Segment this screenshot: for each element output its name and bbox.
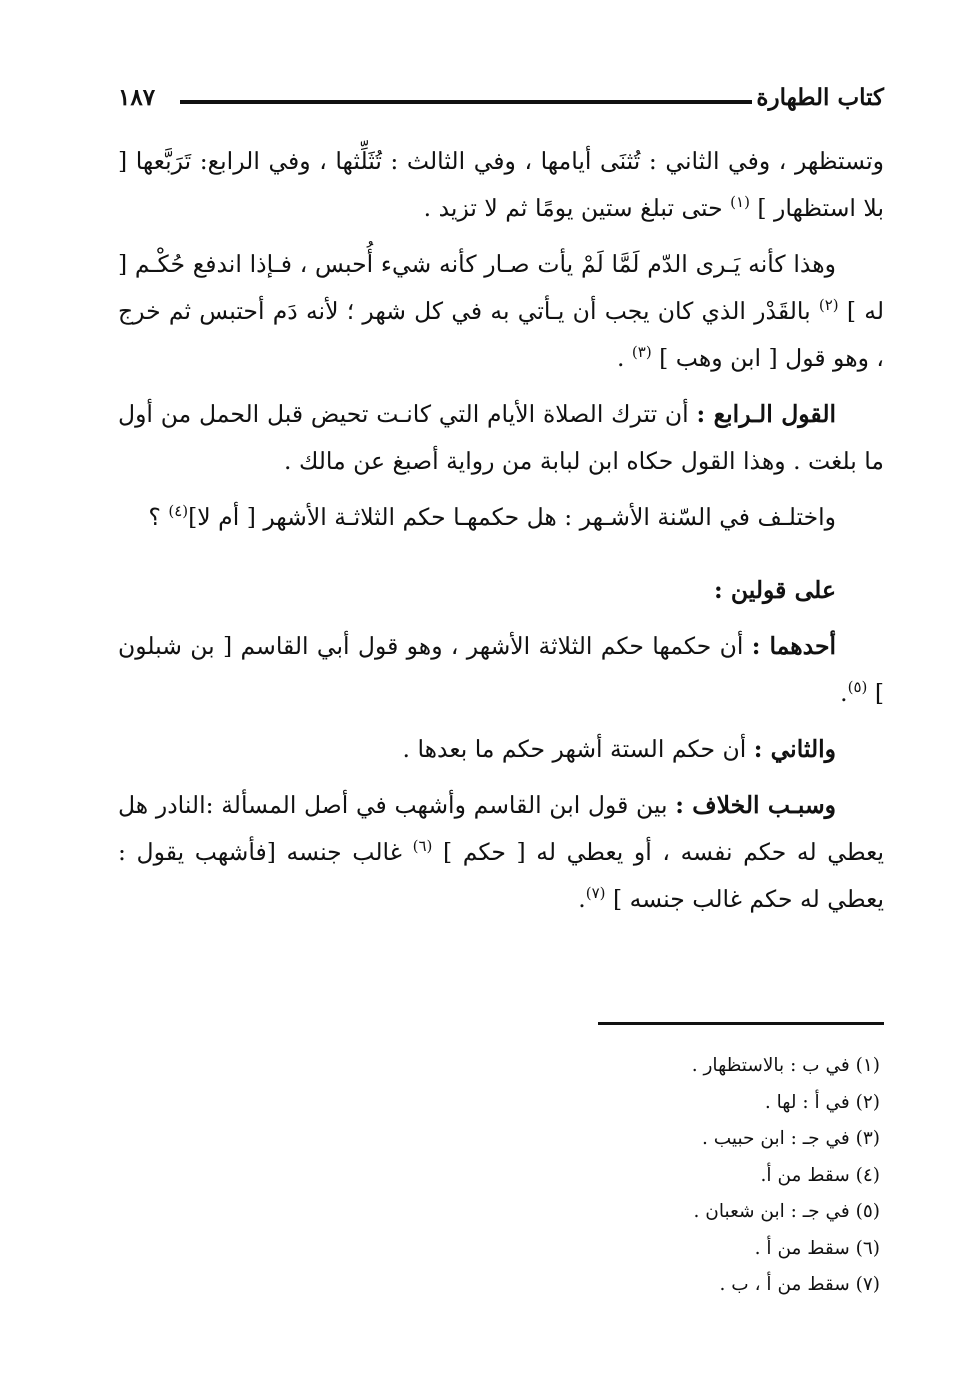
footnote-separator [598, 1022, 884, 1025]
text-run: أن حكمها حكم الثلاثة الأشهر ، وهو قول أبي القاسم [ بن شبلون ] [118, 632, 884, 707]
footnote: (٤) سقط من أ. [760, 1164, 880, 1186]
chapter-title: كتاب الطهارة [756, 84, 884, 111]
paragraph [118, 782, 884, 923]
footnote-marker: (٦) [412, 837, 433, 856]
footnote: (١) في ب : بالاستظهار . [691, 1055, 880, 1076]
footnote: (٦) سقط من أ . [754, 1237, 880, 1259]
paragraph [118, 241, 884, 382]
paragraph [118, 567, 884, 614]
paragraph [118, 138, 884, 232]
text-run: بين قول ابن القاسم وأشهب في أصل المسألة :النادر هل يعطي له حكم نفسه ، أو يعطي له [ حكم ] [118, 791, 884, 866]
text-run: أن حكم الستة أشهر حكم ما بعدها . [402, 735, 754, 763]
footnote: (٣) في جـ : ابن حبيب . [701, 1128, 880, 1149]
text-run: واختلـف في السّنة الأشـهر : هل حكمهـا حكم الثلاثـة الأشهر [ أم لا] [188, 503, 836, 531]
text-run: وهذا كأنه يَـرى الدّم لَمَّا لَمْ يأت صـار كأنه شيء أُحبس ، فـإذا اندفع حُكْـم [ له ] [118, 250, 885, 325]
text-run: بالقَدْر الذي كان يجب أن يـأتي به في كل شهر ؛ لأنه دَم أحتبس ثم خرج ، وهو قول [ ابن وهب ] [118, 297, 884, 372]
text-run: . [840, 679, 848, 707]
footnote-marker: (٢) [818, 296, 839, 315]
text-run: حتى تبلغ ستين يومًا ثم لا تزيد . [423, 194, 731, 222]
page-number: ١٨٧ [118, 84, 156, 111]
text-run: غالب جنسه [فأشهب يقول : يعطي له حكم غالب جنسه ] [118, 838, 884, 913]
footnote-marker: (١) [730, 193, 750, 212]
text-run: وتستظهر ، وفي الثاني : تُثنَى أيامها ، وفي الثالث : تُثَلِّثها ، وفي الرابع: تَرَبَّعها [ بلا استظهار ] [118, 147, 884, 222]
text-run: . [578, 885, 586, 913]
footnote-marker: (٧) [585, 884, 606, 903]
paragraph [118, 494, 884, 541]
footnote: (٥) في جـ : ابن شعبان . [693, 1201, 880, 1222]
footnote-marker: (٣) [631, 343, 652, 362]
text-run: أن تترك الصلاة الأيام التي كانـت تحيض قبل الحمل من أول ما بلغت . وهذا القول حكاه ابن لبابة من رواية أصبغ عن مالك . [118, 400, 884, 475]
footnote: (٧) سقط من أ ، ب . [719, 1274, 880, 1295]
section-heading: وسبـب الخلاف : [675, 791, 836, 819]
footnote-marker: (٥) [847, 678, 868, 697]
footnote: (٢) في أ : لها . [764, 1091, 880, 1113]
paragraph [118, 391, 884, 485]
main-text [118, 138, 884, 932]
text-run: ؟ [148, 503, 169, 531]
section-heading: على قولين : [714, 576, 836, 604]
paragraph [118, 623, 884, 717]
section-heading: والثاني : [753, 735, 836, 763]
header-rule [180, 100, 752, 104]
paragraph [118, 726, 884, 773]
running-header [118, 84, 884, 118]
footnotes [560, 1048, 880, 1304]
section-heading: أحدهما : [751, 632, 837, 660]
text-run: . [616, 344, 632, 372]
footnote-marker: (٤) [168, 502, 189, 521]
section-heading: القول الـرابع : [696, 400, 837, 428]
